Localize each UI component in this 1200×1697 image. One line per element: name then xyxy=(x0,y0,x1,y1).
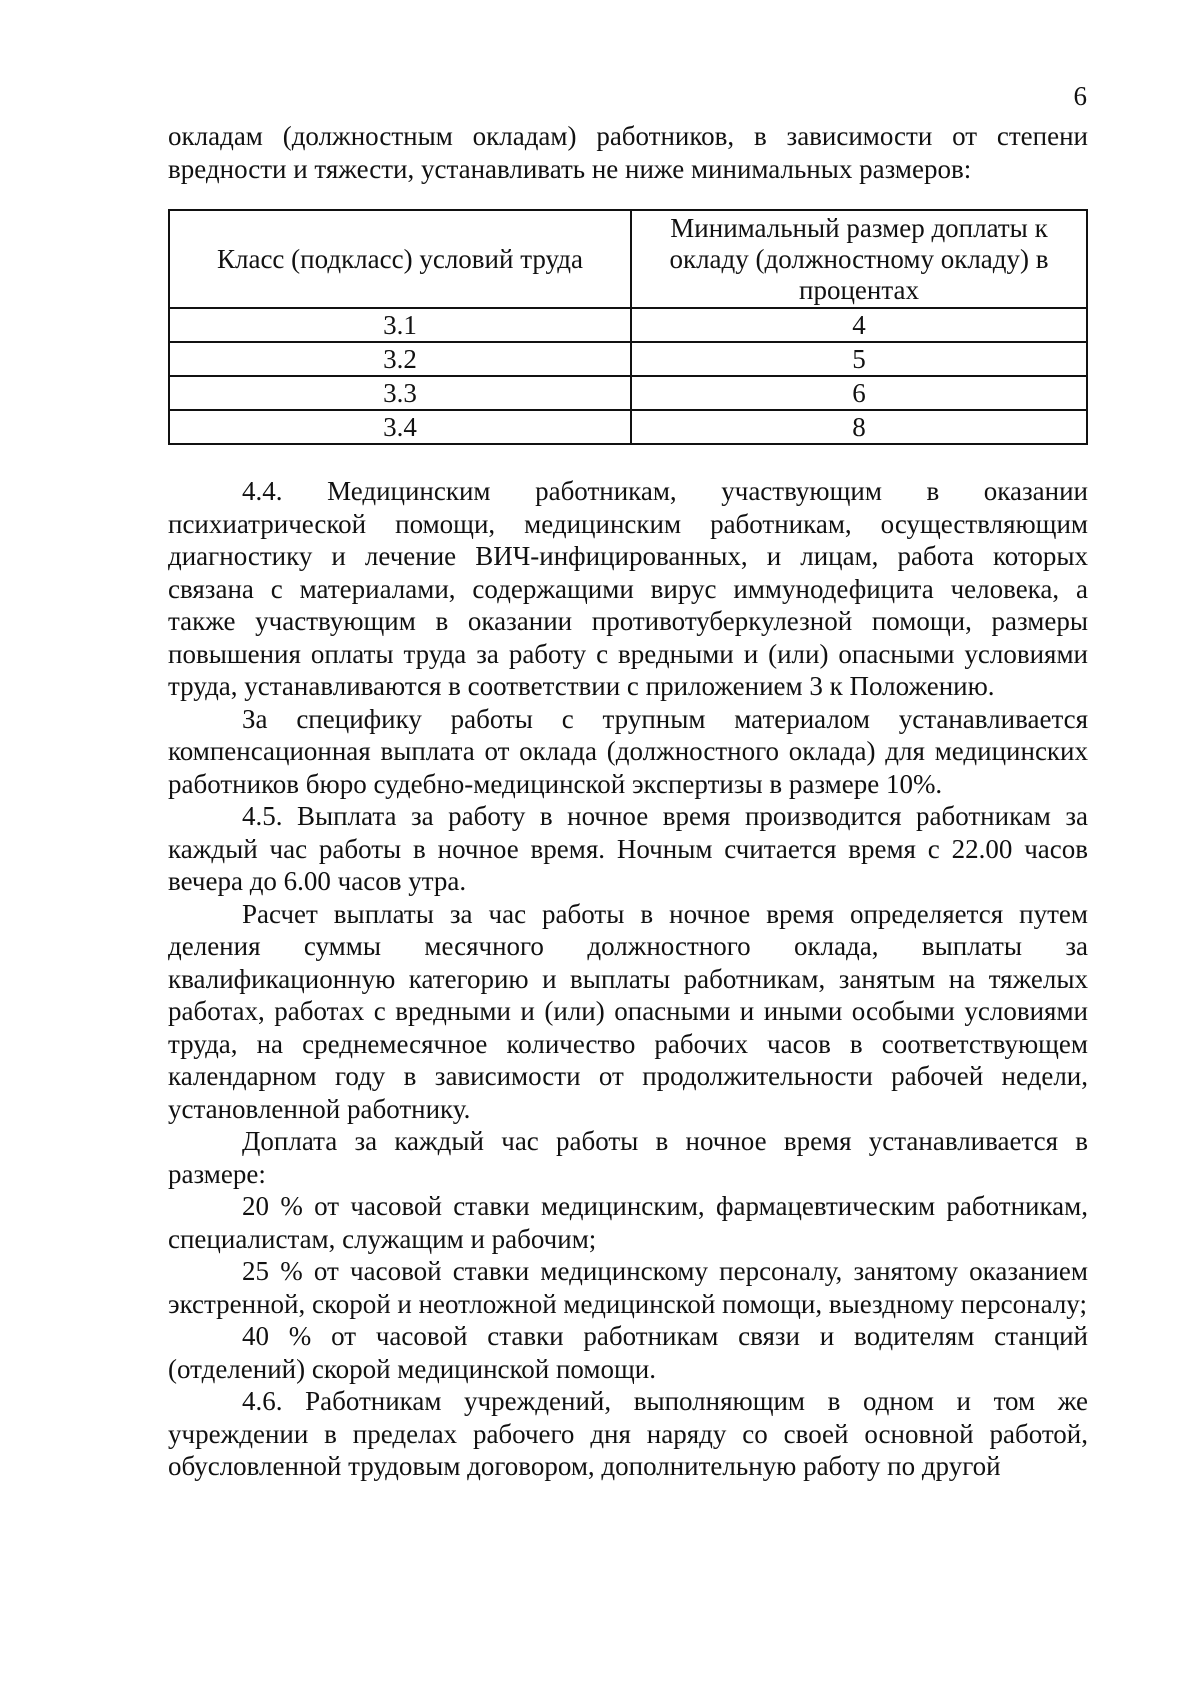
paragraph-4-6: 4.6. Работникам учреждений, выполняющим в одном и том же учреждении в пределах рабочего дня наряду со своей основной работой, обусловленной трудовым договором, дополнительную работу по другой xyxy=(168,1386,1088,1481)
table-cell-percent: 6 xyxy=(631,376,1087,410)
table-cell-percent: 5 xyxy=(631,342,1087,376)
paragraph-4-5: 4.5. Выплата за работу в ночное время производится работникам за каждый час работы в ночное время. Ночным считается время с 22.00 часов вечера до 6.00 часов утра. xyxy=(168,801,1088,896)
paragraph-4-4: 4.4. Медицинским работникам, участвующим в оказании психиатрической помощи, медицинским работникам, осуществляющим диагностику и лечение ВИЧ-инфицированных, и лицам, работа которых связана с материалами, содержащими вирус иммунодефицита человека, а также участвующим в оказании противотуберкулезной помощи, размеры повышения оплаты труда за работу с вредными и (или) опасными условиями труда, устанавливаются в соответствии с приложением 3 к Положению. xyxy=(168,476,1088,701)
paragraph-rate-40: 40 % от часовой ставки работникам связи и водителям станций (отделений) скорой медицинской помощи. xyxy=(168,1321,1088,1384)
table-cell-class: 3.4 xyxy=(169,410,631,444)
paragraph-night-surcharge: Доплата за каждый час работы в ночное время устанавливается в размере: xyxy=(168,1126,1088,1189)
page-number: 6 xyxy=(1073,81,1087,111)
document-body xyxy=(168,120,1088,1483)
surcharge-table xyxy=(168,209,1088,445)
table-cell-class: 3.1 xyxy=(169,308,631,342)
table-row xyxy=(169,410,1087,444)
paragraph-rate-25: 25 % от часовой ставки медицинскому персоналу, занятому оказанием экстренной, скорой и неотложной медицинской помощи, выездному персоналу; xyxy=(168,1256,1088,1319)
table-cell-percent: 4 xyxy=(631,308,1087,342)
table-row xyxy=(169,308,1087,342)
table-row xyxy=(169,342,1087,376)
table-header-row xyxy=(169,210,1087,308)
table-header-class: Класс (подкласс) условий труда xyxy=(169,210,631,308)
table-cell-class: 3.3 xyxy=(169,376,631,410)
table-header-surcharge: Минимальный размер доплаты к окладу (должностному окладу) в процентах xyxy=(631,210,1087,308)
paragraph-corpse-material: За специфику работы с трупным материалом устанавливается компенсационная выплата от оклада (должностного оклада) для медицинских работников бюро судебно-медицинской экспертизы в размере 10%. xyxy=(168,703,1088,799)
table-cell-class: 3.2 xyxy=(169,342,631,376)
table-cell-percent: 8 xyxy=(631,410,1087,444)
intro-paragraph: окладам (должностным окладам) работников, в зависимости от степени вредности и тяжести, устанавливать не ниже минимальных размеров: xyxy=(168,121,1088,184)
paragraph-rate-20: 20 % от часовой ставки медицинским, фармацевтическим работникам, специалистам, служащим и рабочим; xyxy=(168,1191,1088,1254)
table-row xyxy=(169,376,1087,410)
paragraph-night-calculation: Расчет выплаты за час работы в ночное время определяется путем деления суммы месячного должностного оклада, выплаты за квалификационную категорию и выплаты работникам, занятым на тяжелых работах, работах с вредными и (или) опасными и иными особыми условиями труда, на среднемесячное количество рабочих часов в соответствующем календарном году в зависимости от продолжительности рабочей недели, установленной работнику. xyxy=(168,898,1088,1124)
